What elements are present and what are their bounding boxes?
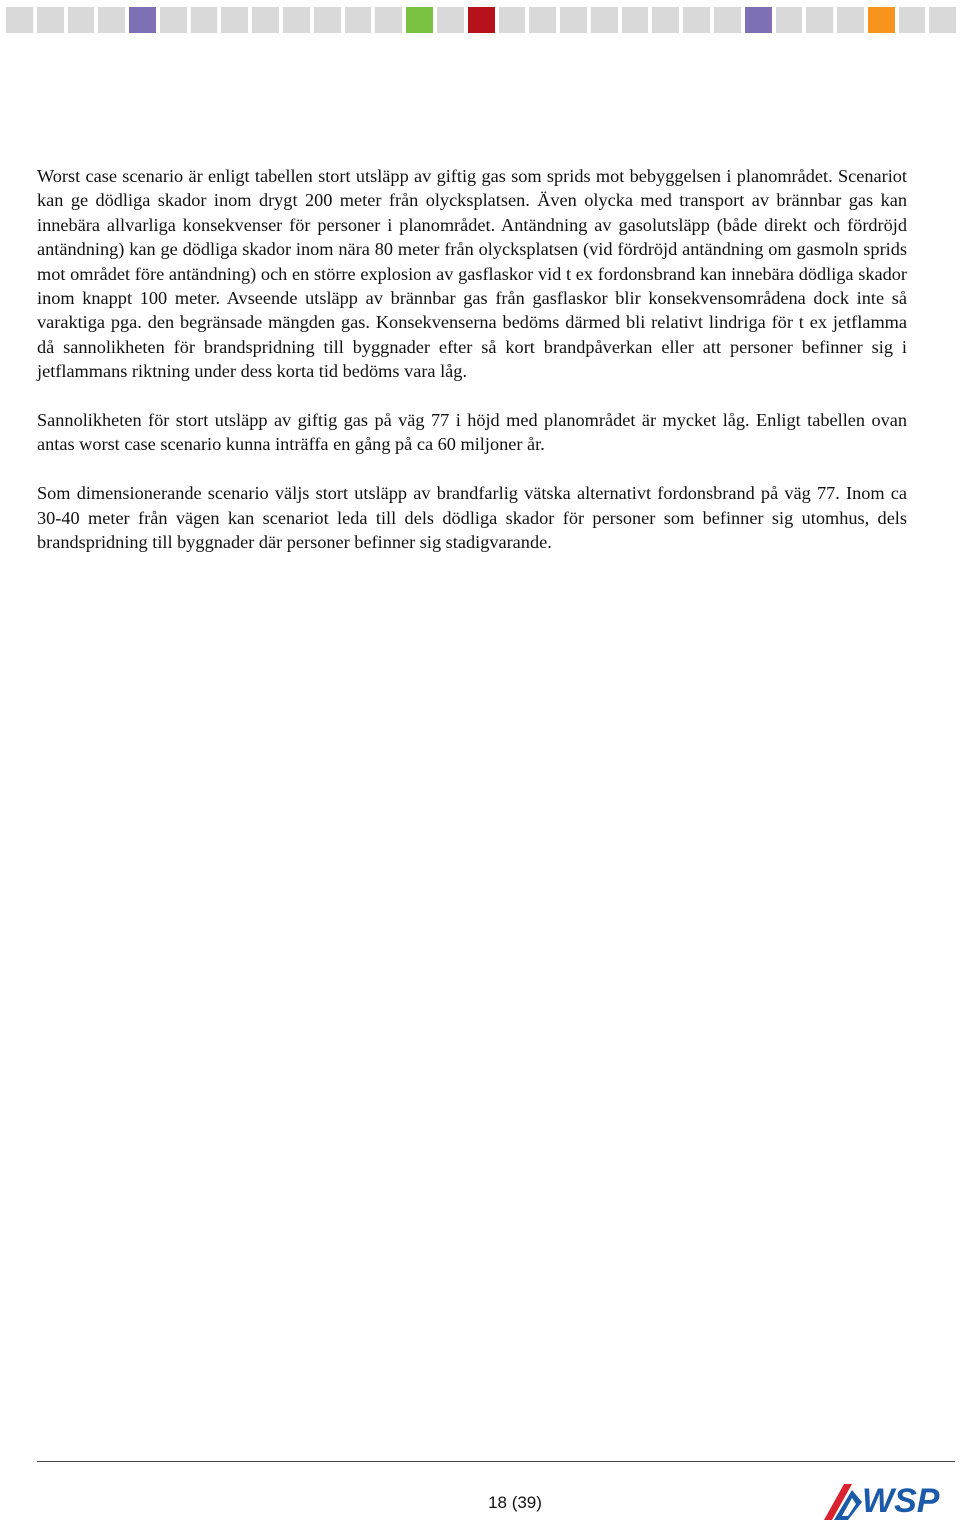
- wsp-logo: [822, 1476, 958, 1522]
- header-strip-square: [899, 7, 926, 33]
- header-strip-square: [499, 7, 526, 33]
- header-strip-square: [529, 7, 556, 33]
- header-strip-square: [283, 7, 310, 33]
- header-strip-square: [129, 7, 156, 33]
- paragraph-3: Som dimensionerande scenario väljs stort utsläpp av brandfarlig vätska alternativt fordonsbrand på väg 77. Inom ca 30-40 meter från vägen kan scenariot leda till dels dödliga skador för personer som befinner sig utomhus, dels brandspridning till byggnader där personer befinner sig stadigvarande.: [37, 483, 907, 553]
- header-strip-square: [622, 7, 649, 33]
- header-strip-square: [468, 7, 495, 33]
- header-strip-square: [345, 7, 372, 33]
- header-strip-square: [560, 7, 587, 33]
- header-strip-square: [314, 7, 341, 33]
- page-number: 18 (39): [488, 1493, 542, 1512]
- header-strip-square: [868, 7, 895, 33]
- header-strip-square: [221, 7, 248, 33]
- header-strip-square: [68, 7, 95, 33]
- header-strip-square: [375, 7, 402, 33]
- header-strip-square: [745, 7, 772, 33]
- footer-divider: [37, 1461, 955, 1462]
- header-strip-square: [683, 7, 710, 33]
- header-strip-square: [652, 7, 679, 33]
- header-strip-square: [591, 7, 618, 33]
- header-strip-square: [714, 7, 741, 33]
- header-strip-square: [929, 7, 956, 33]
- header-strip-square: [98, 7, 125, 33]
- header-strip-square: [6, 7, 33, 33]
- paragraph-1: Worst case scenario är enligt tabellen stort utsläpp av giftig gas som sprids mot bebyggelsen i planområdet. Scenariot kan ge dödliga skador inom drygt 200 meter från olycksplatsen. Även olycka med transport av brännbar gas kan innebära allvarliga konsekvenser för personer i planområdet. Antändning av gasolutsläpp (både direkt och fördröjd antändning) kan ge dödliga skador inom nära 80 meter från olycksplatsen (vid fördröjd antändning om gasmoln sprids mot området före antändning) och en större explosion av gasflaskor vid t ex fordonsbrand kan innebära dödliga skador inom knappt 100 meter. Avseende utsläpp av brännbar gas från gasflaskor blir konsekvensområdena dock inte så varaktiga pga. den begränsade mängden gas. Konsekvenserna bedöms därmed bli relativt lindriga för t ex jetflamma då sannolikheten för brandspridning till byggnader efter så kort brandpåverkan eller att personer befinner sig i jetflammans riktning under dess korta tid bedöms vara låg.: [37, 166, 907, 382]
- header-strip-square: [837, 7, 864, 33]
- paragraph-2: Sannolikheten för stort utsläpp av giftig gas på väg 77 i höjd med planområdet är mycket låg. Enligt tabellen ovan antas worst case scenario kunna inträffa en gång på ca 60 miljoner år.: [37, 410, 907, 455]
- body-text: [37, 164, 907, 579]
- header-strip-square: [776, 7, 803, 33]
- header-color-strip: [6, 7, 956, 33]
- logo-wordmark: WSP: [862, 1482, 940, 1520]
- header-strip-square: [252, 7, 279, 33]
- header-strip-square: [160, 7, 187, 33]
- header-strip-square: [806, 7, 833, 33]
- header-strip-square: [406, 7, 433, 33]
- header-strip-square: [37, 7, 64, 33]
- header-strip-square: [437, 7, 464, 33]
- header-strip-square: [191, 7, 218, 33]
